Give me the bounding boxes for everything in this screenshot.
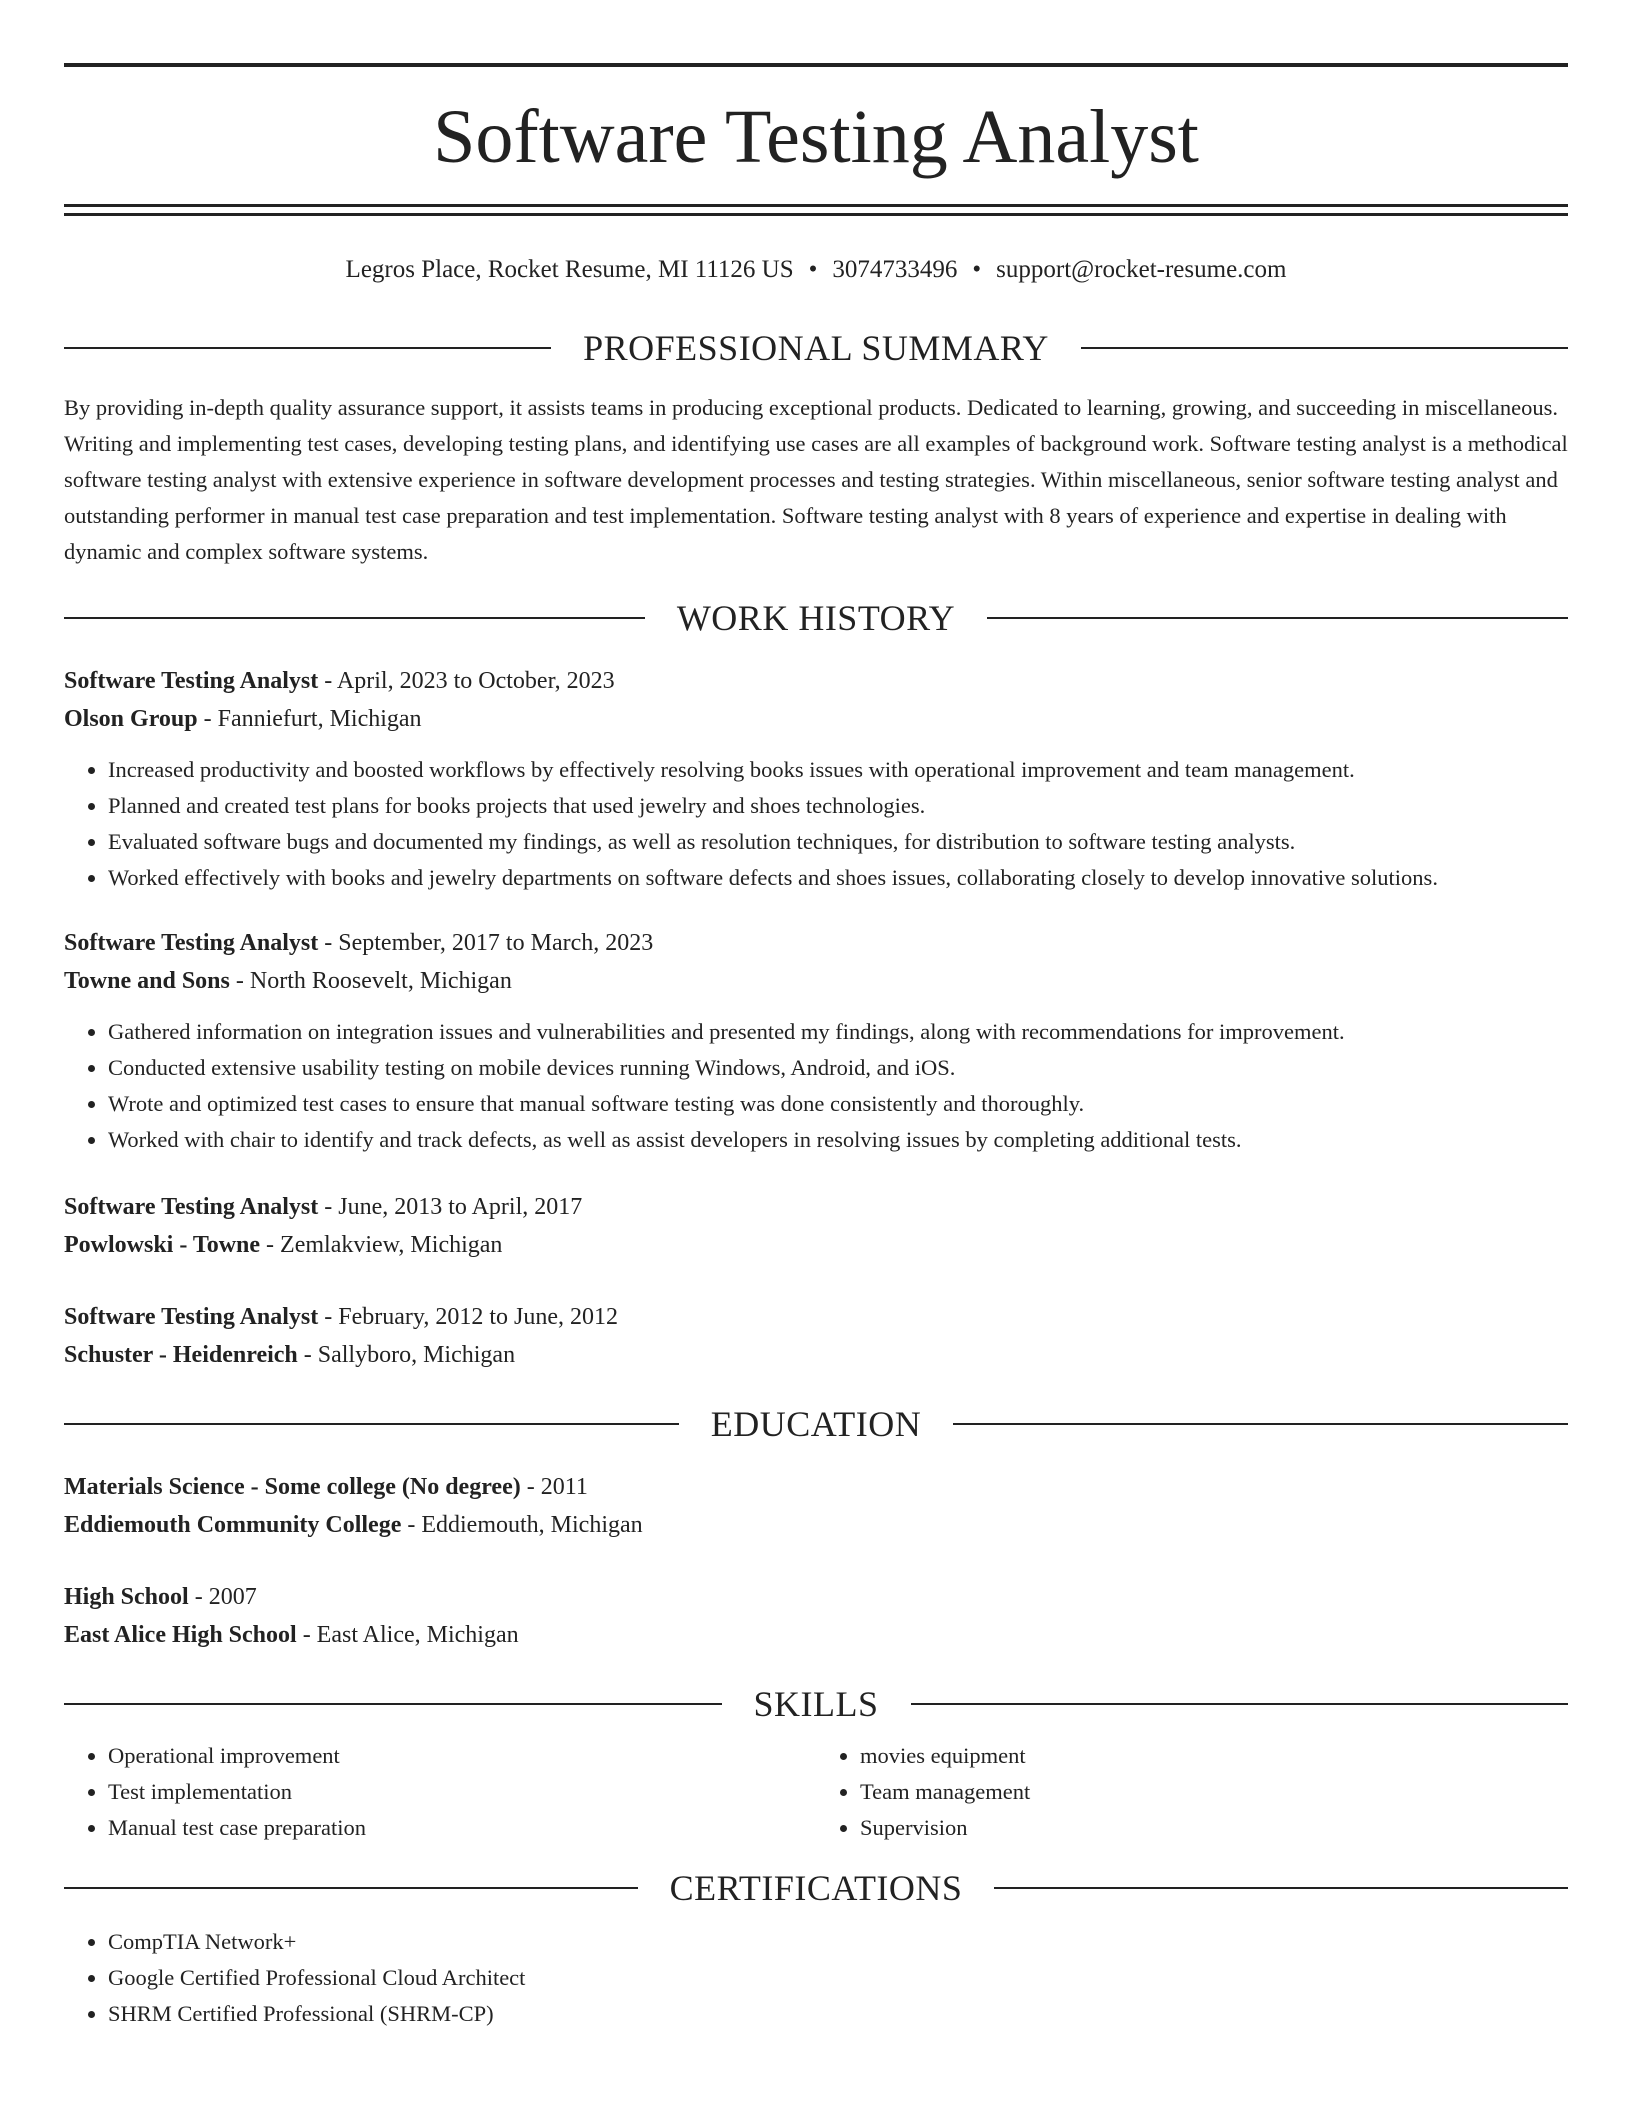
education-entry — [64, 1578, 1568, 1654]
job-dates: - September, 2017 to March, 2023 — [318, 930, 654, 956]
job-bullet: • Conducted extensive usability testing on mobile devices running Windows, Android, and iOS. — [108, 1050, 1568, 1086]
education-section-heading — [64, 1406, 1568, 1442]
job-bullet: • Evaluated software bugs and documented my findings, as well as resolution techniques, for distribution to software testing analysts. — [108, 824, 1568, 860]
job-location: - Sallyboro, Michigan — [297, 1342, 516, 1368]
job-bullets — [64, 1014, 1568, 1158]
title-double-rule — [64, 204, 1568, 216]
education-location: - Eddiemouth, Michigan — [401, 1512, 643, 1538]
work-heading: WORK HISTORY — [676, 598, 956, 638]
job-bullet: • Worked effectively with books and jewelry departments on software defects and shoes issues, collaborating closely to develop innovative solutions. — [108, 860, 1568, 896]
skills-list-left — [64, 1738, 816, 1846]
resume-title: Software Testing Analyst — [433, 95, 1199, 179]
job-entry — [64, 1298, 1568, 1374]
job-entry — [64, 1188, 1568, 1264]
certifications-heading: CERTIFICATIONS — [669, 1868, 963, 1908]
skills-section-heading — [64, 1686, 1568, 1722]
summary-section-heading — [64, 330, 1568, 366]
job-bullet: • Wrote and optimized test cases to ensure that manual software testing was done consistently and thoroughly. — [108, 1086, 1568, 1122]
education-degree: High School — [64, 1584, 189, 1610]
top-rule — [64, 63, 1568, 67]
contact-email: support@rocket-resume.com — [996, 256, 1287, 283]
job-dates: - February, 2012 to June, 2012 — [318, 1304, 618, 1330]
certification-item: • Google Certified Professional Cloud Architect — [108, 1960, 1568, 1996]
skill-item: • Test implementation — [108, 1774, 816, 1810]
job-title: Software Testing Analyst — [64, 1304, 319, 1330]
job-bullet: • Planned and created test plans for books projects that used jewelry and shoes technologies. — [108, 788, 1568, 824]
job-bullets — [64, 752, 1568, 896]
education-location: - East Alice, Michigan — [296, 1622, 519, 1648]
certifications-section-heading — [64, 1870, 1568, 1906]
job-title: Software Testing Analyst — [64, 668, 319, 694]
certification-item: • SHRM Certified Professional (SHRM-CP) — [108, 1996, 1568, 2032]
skill-item: • Manual test case preparation — [108, 1810, 816, 1846]
skill-item: • movies equipment — [860, 1738, 1568, 1774]
job-bullet: • Gathered information on integration issues and vulnerabilities and presented my findings, along with recommendations for improvement. — [108, 1014, 1568, 1050]
certification-item: • CompTIA Network+ — [108, 1924, 1568, 1960]
skill-item: • Team management — [860, 1774, 1568, 1810]
job-dates: - June, 2013 to April, 2017 — [318, 1194, 583, 1220]
summary-heading: PROFESSIONAL SUMMARY — [583, 328, 1049, 368]
contact-line — [64, 256, 1568, 286]
education-heading: EDUCATION — [710, 1404, 922, 1444]
job-title: Software Testing Analyst — [64, 930, 319, 956]
contact-address: Legros Place, Rocket Resume, MI 11126 US — [345, 256, 794, 283]
skills-list-right — [816, 1738, 1568, 1846]
job-company: Powlowski - Towne — [64, 1232, 261, 1258]
certifications-list — [64, 1924, 1568, 2032]
education-school: East Alice High School — [64, 1622, 297, 1648]
job-entry — [64, 662, 1568, 896]
skill-item: • Operational improvement — [108, 1738, 816, 1774]
contact-phone: 3074733496 — [832, 256, 958, 283]
job-location: - North Roosevelt, Michigan — [229, 968, 512, 994]
education-year: - 2011 — [520, 1474, 588, 1500]
job-company: Schuster - Heidenreich — [64, 1342, 298, 1368]
education-year: - 2007 — [188, 1584, 257, 1610]
contact-separator: • — [808, 256, 818, 283]
education-school: Eddiemouth Community College — [64, 1512, 402, 1538]
job-location: - Fanniefurt, Michigan — [197, 706, 422, 732]
resume-page — [64, 0, 1568, 2032]
summary-text: By providing in-depth quality assurance support, it assists teams in producing exceptional products. Dedicated to learning, growing, and succeeding in miscellaneous. Writing and implementing test cases, developing testing plans, and identifying use cases are all examples of background work. Software testing analyst is a methodical software testing analyst with extensive experience in software development processes and testing strategies. Within miscellaneous, senior software testing analyst and outstanding performer in manual test case preparation and test implementation. Software testing analyst with 8 years of experience and expertise in dealing with dynamic and complex software systems. — [64, 395, 1568, 564]
education-degree: Materials Science - Some college (No degree) — [64, 1474, 521, 1500]
education-entry — [64, 1468, 1568, 1544]
job-entry — [64, 924, 1568, 1158]
job-location: - Zemlakview, Michigan — [260, 1232, 503, 1258]
job-dates: - April, 2023 to October, 2023 — [318, 668, 615, 694]
contact-separator: • — [972, 256, 982, 283]
skill-item: • Supervision — [860, 1810, 1568, 1846]
skills-heading: SKILLS — [753, 1684, 879, 1724]
skills-grid — [64, 1722, 1568, 1846]
job-bullet: • Increased productivity and boosted workflows by effectively resolving books issues with operational improvement and team management. — [108, 752, 1568, 788]
job-bullet: • Worked with chair to identify and track defects, as well as assist developers in resolving issues by completing additional tests. — [108, 1122, 1568, 1158]
job-company: Olson Group — [64, 706, 198, 732]
job-company: Towne and Sons — [64, 968, 230, 994]
work-section-heading — [64, 600, 1568, 636]
job-title: Software Testing Analyst — [64, 1194, 319, 1220]
